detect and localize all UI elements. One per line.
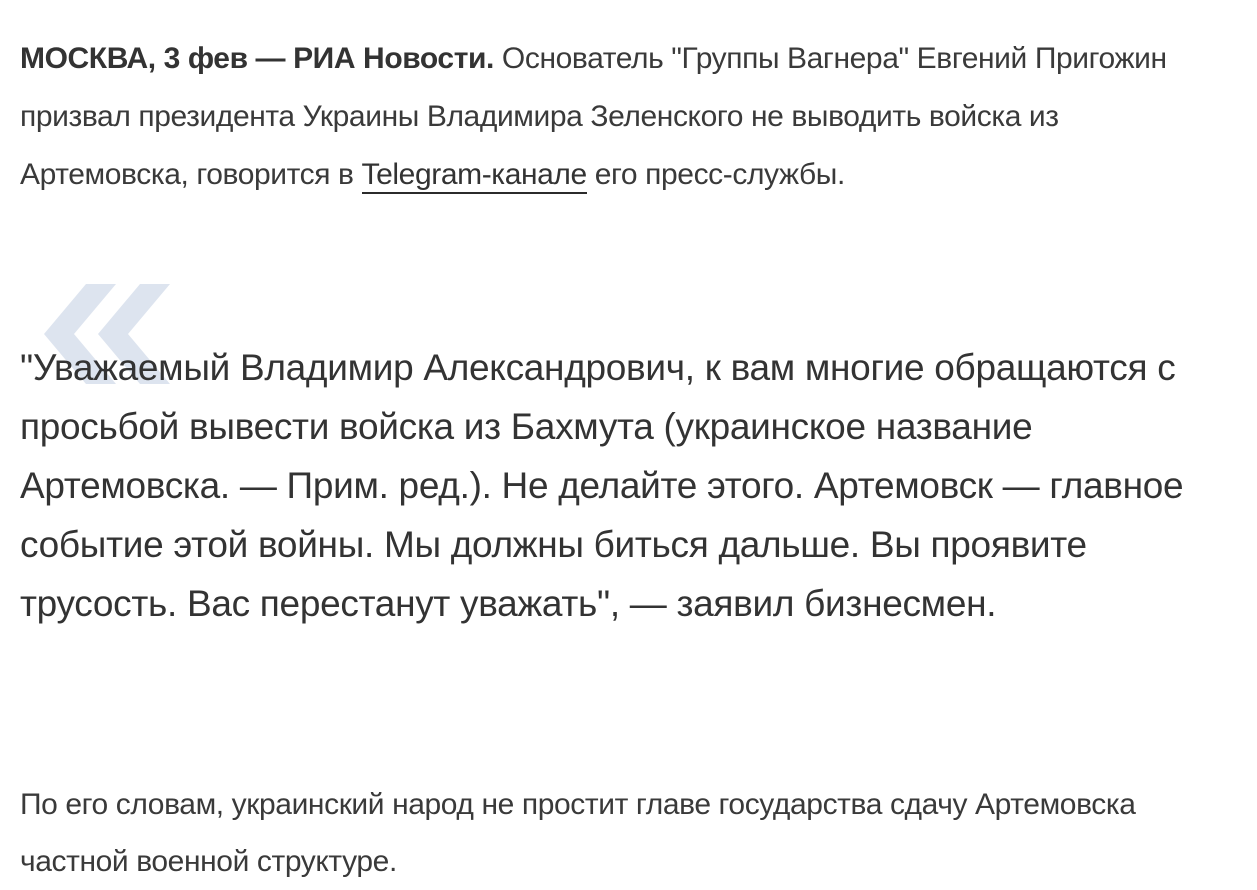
lead-text-before-link: Основатель "Группы Вагнера" Евгений Пригожин призвал президента Украины Владимира Зеленского не выводить войска из Артемовска, говорится в xyxy=(20,42,1167,191)
quote-text: "Уважаемый Владимир Александрович, к вам многие обращаются с просьбой вывести войска из Бахмута (украинское название Артемовска. — Прим. ред.). Не делайте этого. Артемовск — главное событие этой войны. Мы должны биться дальше. Вы проявите трусость. Вас перестанут уважать", — заявил бизнесмен. xyxy=(20,347,1184,624)
lead-paragraph xyxy=(20,30,1220,204)
quote-block xyxy=(20,284,1245,704)
telegram-channel-link[interactable]: Telegram-канале xyxy=(362,158,587,194)
body-paragraph: По его словам, украинский народ не простит главе государства сдачу Артемовска частной военной структуре. xyxy=(20,788,1136,878)
dateline: МОСКВА, 3 фев — РИА Новости. xyxy=(20,42,494,75)
lead-text-after-link: его пресс-службы. xyxy=(586,158,845,191)
